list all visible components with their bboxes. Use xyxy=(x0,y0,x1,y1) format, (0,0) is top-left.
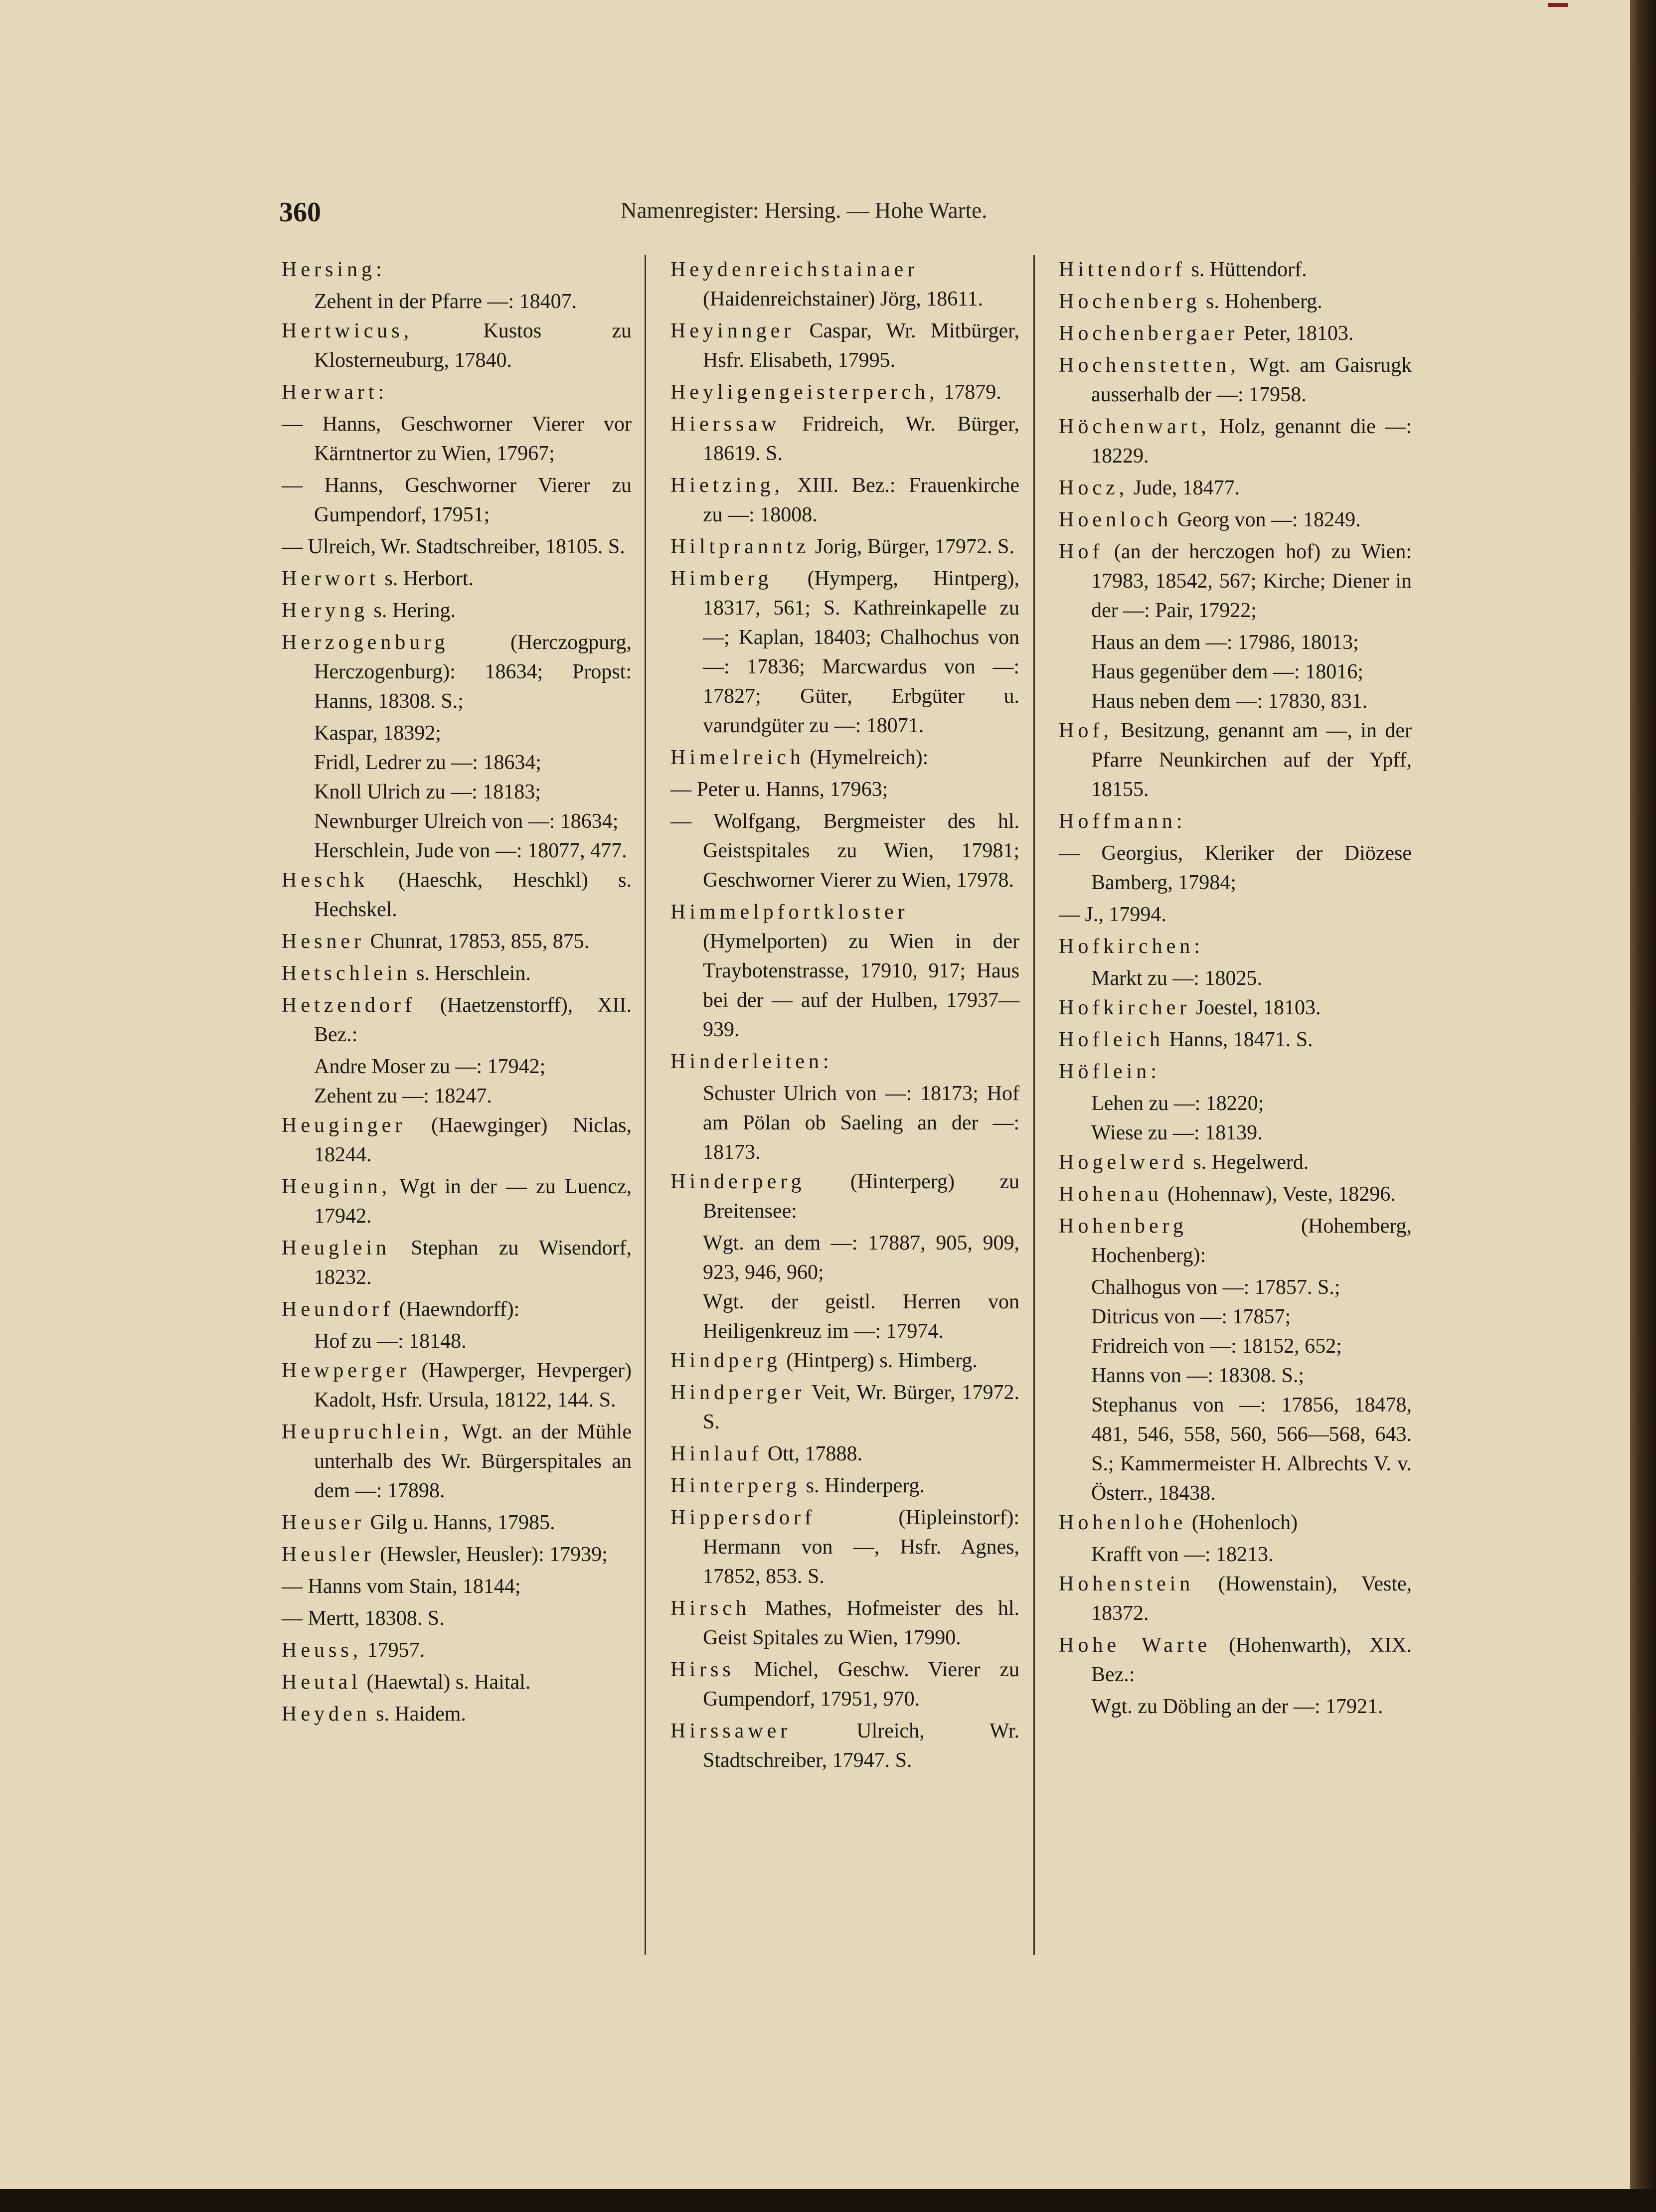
entry-text: Lehen zu —: 18220; xyxy=(1091,1092,1264,1115)
entry-headword: Hofkirchen: xyxy=(1059,935,1204,958)
index-entry xyxy=(282,1234,632,1292)
entry-text: Hanns, 18471. S. xyxy=(1163,1028,1313,1051)
entry-text: Haus gegenüber dem —: 18016; xyxy=(1091,660,1363,683)
entry-text: (Haetzenstorff), XII. Bez.: xyxy=(314,994,632,1046)
entry-text: s. Hohenberg. xyxy=(1200,290,1323,313)
entry-text: (Hipleinstorf): Hermann von —, Hsfr. Agnes, 17852, 853. S. xyxy=(703,1506,1019,1588)
index-entry xyxy=(1059,255,1412,285)
entry-text: — Ulreich, Wr. Stadtschreiber, 18105. S. xyxy=(282,535,625,558)
index-entry xyxy=(282,1508,632,1538)
index-entry xyxy=(1059,505,1412,535)
entry-text: — Hanns, Geschworner Vierer zu Gumpendorf, 17951; xyxy=(282,474,632,526)
index-entry xyxy=(282,255,632,285)
entry-text: (Hymelreich): xyxy=(804,746,929,769)
index-entry xyxy=(1059,839,1412,898)
index-entry xyxy=(282,1572,632,1601)
entry-text: Haus an dem —: 17986, 18013; xyxy=(1091,631,1359,654)
entry-text: Wiese zu —: 18139. xyxy=(1091,1121,1263,1144)
entry-text: (Haeschk, Heschkl) s. Hechskel. xyxy=(314,869,632,921)
index-entry xyxy=(670,255,1019,314)
entry-text: Krafft von —: 18213. xyxy=(1091,1543,1274,1566)
entry-text: Jude, 18477. xyxy=(1128,476,1240,499)
entry-headword: Herzogenburg xyxy=(282,631,449,654)
entry-headword: Hohenstein xyxy=(1059,1573,1194,1595)
index-entry xyxy=(1059,351,1412,410)
entry-headword: Hochenbergaer xyxy=(1059,322,1238,345)
index-entry xyxy=(282,564,632,594)
entry-text: (Hewsler, Heusler): 17939; xyxy=(374,1543,608,1566)
index-entry xyxy=(1059,932,1412,961)
index-entry xyxy=(1059,319,1412,348)
index-entry xyxy=(670,775,1019,804)
index-entry xyxy=(282,1356,632,1415)
entry-text: s. Hering. xyxy=(368,599,456,622)
entry-text: Knoll Ulrich zu —: 18183; xyxy=(314,781,541,803)
entry-headword: Hoenloch xyxy=(1059,508,1172,531)
entry-text: Kaspar, 18392; xyxy=(314,722,441,745)
page-number: 360 xyxy=(279,197,321,228)
entry-headword: Heuginger xyxy=(282,1114,406,1137)
entry-headword: Hewperger xyxy=(282,1359,410,1382)
index-entry xyxy=(670,1287,1019,1346)
entry-text: — Mertt, 18308. S. xyxy=(282,1607,445,1630)
entry-text: (Hawperger, Hevperger) Kadolt, Hsfr. Ursula, 18122, 144. S. xyxy=(314,1359,632,1412)
entry-text: Ott, 17888. xyxy=(762,1442,862,1465)
entry-headword: Heyden xyxy=(282,1703,371,1726)
entry-text: Zehent zu —: 18247. xyxy=(314,1085,492,1107)
index-entry xyxy=(670,1079,1019,1167)
page-edge xyxy=(0,2189,1656,2212)
entry-headword: Hippersdorf xyxy=(670,1506,816,1529)
entry-text: Stephanus von —: 17856, 18478, 481, 546, 558, 560, 566—568, 643. S.; Kammermeister H. Albrechts V. v. Österr., 18438. xyxy=(1091,1394,1412,1505)
index-entry xyxy=(282,1636,632,1665)
entry-headword: Hierssaw xyxy=(670,413,781,436)
index-entry xyxy=(282,1295,632,1324)
entry-headword: Himelreich xyxy=(670,746,805,769)
index-entry xyxy=(282,410,632,469)
index-entry xyxy=(670,743,1019,773)
index-entry xyxy=(670,532,1019,562)
entry-text: Besitzung, genannt am —, in der Pfarre Neunkirchen auf der Ypff, 18155. xyxy=(1091,719,1412,801)
index-entry xyxy=(1059,1180,1412,1209)
entry-headword: Himberg xyxy=(670,567,773,590)
index-entry xyxy=(1059,628,1412,657)
entry-headword: Höchenwart, xyxy=(1059,415,1210,438)
index-entry xyxy=(1059,687,1412,716)
entry-headword: Hof, xyxy=(1059,719,1113,742)
entry-text: XIII. Bez.: Frauenkirche zu —: 18008. xyxy=(703,474,1019,526)
index-entry xyxy=(1059,1570,1412,1628)
entry-text: (Herczogpurg, Herczogenburg): 18634; Propst: Hanns, 18308. S.; xyxy=(314,631,632,713)
entry-text: (Hinterperg) zu Breitensee: xyxy=(703,1170,1019,1223)
index-entry xyxy=(282,807,632,836)
entry-text: Jorig, Bürger, 17972. S. xyxy=(810,535,1014,558)
index-entry xyxy=(282,1111,632,1170)
index-entry xyxy=(1059,1302,1412,1332)
entry-headword: Hetzendorf xyxy=(282,994,416,1017)
entry-text: s. Haidem. xyxy=(370,1703,466,1726)
index-entry xyxy=(670,807,1019,895)
entry-headword: Hinderleiten: xyxy=(670,1050,833,1073)
entry-headword: Hirssawer xyxy=(670,1720,792,1742)
index-entry xyxy=(1059,1089,1412,1118)
index-entry xyxy=(1059,537,1412,626)
entry-headword: Heryng xyxy=(282,599,368,622)
entry-headword: Hofkircher xyxy=(1059,996,1191,1019)
index-entry xyxy=(282,287,632,316)
entry-text: s. Hüttendorf. xyxy=(1185,258,1307,281)
index-entry xyxy=(670,1594,1019,1653)
index-entry xyxy=(1059,1391,1412,1508)
index-entry xyxy=(1059,1692,1412,1722)
entry-headword: Hohenau xyxy=(1059,1183,1162,1206)
index-entry xyxy=(1059,1631,1412,1690)
index-entry xyxy=(282,628,632,716)
entry-headword: Hirss xyxy=(670,1658,735,1681)
entry-headword: Herwart: xyxy=(282,381,388,404)
entry-headword: Heydenreichstainaer xyxy=(670,258,919,281)
entry-text: Hof zu —: 18148. xyxy=(314,1330,467,1353)
index-entry xyxy=(1059,1361,1412,1391)
entry-headword: Heuss, xyxy=(282,1639,362,1662)
entry-text: Chalhogus von —: 17857. S.; xyxy=(1091,1276,1340,1299)
entry-headword: Heyinnger xyxy=(670,319,795,342)
index-entry xyxy=(670,378,1019,407)
entry-headword: Heuginn, xyxy=(282,1175,391,1198)
entry-text: Wgt. am Gaisrugk ausserhalb der —: 17958. xyxy=(1091,354,1412,406)
index-entry xyxy=(282,1668,632,1697)
entry-headword: Heundorf xyxy=(282,1298,394,1321)
index-entry xyxy=(282,991,632,1050)
entry-text: (Haewndorff): xyxy=(393,1298,520,1321)
index-entry xyxy=(1059,1273,1412,1302)
entry-text: 17957. xyxy=(362,1639,425,1662)
entry-headword: Hochenstetten, xyxy=(1059,354,1240,377)
index-entry xyxy=(670,898,1019,1045)
index-entry xyxy=(282,719,632,748)
index-entry xyxy=(282,1540,632,1570)
index-entry xyxy=(670,1346,1019,1376)
entry-text: 17879. xyxy=(938,381,1001,404)
entry-headword: Hohenberg xyxy=(1059,1215,1187,1238)
entry-text: Mathes, Hofmeister des hl. Geist Spitales zu Wien, 17990. xyxy=(703,1597,1019,1649)
entry-headword: Hesner xyxy=(282,930,365,953)
index-column-3 xyxy=(1059,255,1412,1722)
index-entry xyxy=(670,1655,1019,1714)
entry-text: — Georgius, Kleriker der Diözese Bamberg, 17984; xyxy=(1059,842,1412,894)
entry-headword: Hindperger xyxy=(670,1381,806,1404)
entry-text: — Wolfgang, Bergmeister des hl. Geistspitales zu Wien, 17981; Geschworner Vierer zu Wien, 17978. xyxy=(670,810,1019,892)
index-entry xyxy=(282,836,632,866)
entry-text: (Hohennaw), Veste, 18296. xyxy=(1162,1183,1396,1206)
index-entry xyxy=(670,1439,1019,1469)
entry-text: Stephan zu Wisendorf, 18232. xyxy=(314,1237,632,1289)
entry-text: — Peter u. Hanns, 17963; xyxy=(670,778,888,801)
index-entry xyxy=(1059,1332,1412,1361)
entry-headword: Hindperg xyxy=(670,1349,781,1372)
index-entry xyxy=(670,1378,1019,1437)
running-head: Namenregister: Hersing. — Hohe Warte. xyxy=(621,198,988,223)
entry-headword: Hetschlein xyxy=(282,962,411,985)
index-entry xyxy=(282,471,632,530)
index-entry xyxy=(282,927,632,956)
entry-text: (Hohenloch) xyxy=(1186,1511,1298,1534)
entry-text: (an der herczogen hof) zu Wien: 17983, 18542, 567; Kirche; Diener in der —: Pair, 17922; xyxy=(1091,540,1412,622)
entry-text: Newnburger Ulreich von —: 18634; xyxy=(314,810,619,833)
entry-text: (Hymelporten) zu Wien in der Traybotenstrasse, 17910, 917; Haus bei der — auf der Hulben, 17937—939. xyxy=(703,930,1019,1041)
index-entry xyxy=(1059,287,1412,316)
entry-text: Fridl, Ledrer zu —: 18634; xyxy=(314,751,542,774)
entry-text: — Hanns, Geschworner Vierer vor Kärntnertor zu Wien, 17967; xyxy=(282,413,632,465)
entry-headword: Hohenlohe xyxy=(1059,1511,1187,1534)
entry-text: Fridreich von —: 18152, 652; xyxy=(1091,1335,1342,1358)
index-entry xyxy=(1059,1057,1412,1087)
entry-headword: Hersing: xyxy=(282,258,386,281)
index-entry xyxy=(1059,1025,1412,1055)
index-entry xyxy=(282,378,632,407)
entry-text: s. Herschlein. xyxy=(411,962,531,985)
index-entry xyxy=(670,1503,1019,1591)
index-entry xyxy=(1059,807,1412,836)
index-entry xyxy=(1059,716,1412,804)
entry-headword: Heschk xyxy=(282,869,368,892)
index-entry xyxy=(282,1172,632,1231)
index-entry xyxy=(282,1700,632,1729)
entry-headword: Höflein: xyxy=(1059,1060,1160,1083)
entry-headword: Hofleich xyxy=(1059,1028,1164,1051)
entry-headword: Himmelpfortkloster xyxy=(670,901,909,924)
entry-headword: Heusler xyxy=(282,1543,375,1566)
entry-text: Schuster Ulrich von —: 18173; Hof am Pölan ob Saeling an der —: 18173. xyxy=(703,1082,1019,1164)
index-entry xyxy=(282,748,632,778)
entry-text: Hanns von —: 18308. S.; xyxy=(1091,1364,1305,1387)
entry-text: Ditricus von —: 17857; xyxy=(1091,1305,1291,1328)
entry-headword: Hohe Warte xyxy=(1059,1634,1211,1657)
entry-text: Wgt. der geistl. Herren von Heiligenkreuz im —: 17974. xyxy=(703,1290,1019,1343)
index-entry xyxy=(670,1167,1019,1226)
index-entry xyxy=(282,1052,632,1082)
entry-headword: Heutal xyxy=(282,1671,361,1694)
entry-text: Zehent in der Pfarre —: 18407. xyxy=(314,290,577,313)
entry-headword: Hof xyxy=(1059,540,1104,563)
entry-headword: Heuglein xyxy=(282,1237,390,1260)
index-entry xyxy=(670,1471,1019,1501)
entry-text: Peter, 18103. xyxy=(1238,322,1354,345)
index-entry xyxy=(670,564,1019,741)
entry-headword: Hocz, xyxy=(1059,476,1129,499)
entry-text: (Hohenwarth), XIX. Bez.: xyxy=(1091,1634,1412,1686)
entry-text: (Hohemberg, Hochenberg): xyxy=(1091,1215,1412,1267)
index-entry xyxy=(282,316,632,375)
index-entry xyxy=(1059,1540,1412,1570)
entry-text: (Haidenreichstainer) Jörg, 18611. xyxy=(703,288,984,311)
entry-headword: Heuser xyxy=(282,1511,365,1534)
index-entry xyxy=(282,778,632,807)
entry-text: Wgt in der — zu Luencz, 17942. xyxy=(314,1175,632,1228)
entry-headword: Heupruchlein, xyxy=(282,1421,453,1443)
index-entry xyxy=(1059,1212,1412,1270)
entry-text: Kustos zu Klosterneuburg, 17840. xyxy=(314,319,632,372)
entry-text: (Hintperg) s. Himberg. xyxy=(781,1349,978,1372)
entry-headword: Hinterperg xyxy=(670,1474,801,1497)
index-entry xyxy=(282,1418,632,1506)
index-entry xyxy=(1059,1148,1412,1177)
index-entry xyxy=(1059,900,1412,930)
entry-text: — J., 17994. xyxy=(1059,903,1166,926)
entry-headword: Hiltpranntz xyxy=(670,535,810,558)
entry-headword: Heyligengeisterperch, xyxy=(670,381,939,404)
entry-text: (Haewtal) s. Haital. xyxy=(361,1671,531,1694)
entry-text: Markt zu —: 18025. xyxy=(1091,967,1262,990)
entry-text: Haus neben dem —: 17830, 831. xyxy=(1091,690,1368,713)
index-entry xyxy=(1059,964,1412,993)
column-rule xyxy=(1033,255,1035,1955)
index-entry xyxy=(670,1047,1019,1077)
entry-text: (Howenstain), Veste, 18372. xyxy=(1091,1573,1412,1625)
entry-headword: Hinlauf xyxy=(670,1442,763,1465)
index-entry xyxy=(282,532,632,562)
entry-text: Chunrat, 17853, 855, 875. xyxy=(364,930,590,953)
entry-text: s. Herbort. xyxy=(379,567,474,590)
index-entry xyxy=(670,1229,1019,1287)
index-entry xyxy=(1059,474,1412,503)
entry-text: Michel, Geschw. Vierer zu Gumpendorf, 17951, 970. xyxy=(703,1658,1019,1711)
index-column-2 xyxy=(670,255,1019,1778)
entry-headword: Hochenberg xyxy=(1059,290,1201,313)
index-entry xyxy=(1059,412,1412,471)
entry-text: Joestel, 18103. xyxy=(1190,996,1321,1019)
index-entry xyxy=(282,959,632,988)
index-entry xyxy=(670,410,1019,469)
ribbon-mark xyxy=(1548,3,1568,7)
book-spine xyxy=(1630,0,1656,2212)
entry-text: Holz, genannt die —: 18229. xyxy=(1091,415,1412,468)
entry-headword: Hoffmann: xyxy=(1059,810,1186,833)
entry-headword: Hietzing, xyxy=(670,474,784,497)
entry-text: — Hanns vom Stain, 18144; xyxy=(282,1575,521,1598)
entry-headword: Hertwicus, xyxy=(282,319,413,342)
entry-headword: Herwort xyxy=(282,567,379,590)
index-entry xyxy=(282,596,632,626)
entry-text: Wgt. an dem —: 17887, 905, 909, 923, 946, 960; xyxy=(703,1232,1019,1284)
index-entry xyxy=(1059,993,1412,1023)
entry-text: Gilg u. Hanns, 17985. xyxy=(364,1511,555,1534)
entry-text: Ulreich, Wr. Stadtschreiber, 17947. S. xyxy=(703,1720,1019,1772)
entry-text: Caspar, Wr. Mitbürger, Hsfr. Elisabeth, 17995. xyxy=(703,319,1019,372)
index-column-1 xyxy=(282,255,632,1732)
entry-text: Georg von —: 18249. xyxy=(1172,508,1361,531)
entry-text: Andre Moser zu —: 17942; xyxy=(314,1055,546,1078)
index-entry xyxy=(1059,657,1412,687)
index-entry xyxy=(282,1327,632,1356)
entry-headword: Hinderperg xyxy=(670,1170,806,1193)
index-entry xyxy=(670,1717,1019,1775)
entry-text: (Hymperg, Hintperg), 18317, 561; S. Kathreinkapelle zu —; Kaplan, 18403; Chalhochus von —: 17836; Marcwardus von —: 17827; Güter, Erbgüter u. varundgüter zu —: 18071. xyxy=(703,567,1019,737)
index-entry xyxy=(1059,1118,1412,1148)
entry-headword: Hittendorf xyxy=(1059,258,1186,281)
entry-text: Wgt. zu Döbling an der —: 17921. xyxy=(1091,1695,1383,1718)
entry-headword: Hirsch xyxy=(670,1597,750,1620)
entry-text: s. Hinderperg. xyxy=(801,1474,925,1497)
entry-text: Fridreich, Wr. Bürger, 18619. S. xyxy=(703,413,1019,465)
index-entry xyxy=(670,316,1019,375)
entry-text: Herschlein, Jude von —: 18077, 477. xyxy=(314,839,627,862)
entry-text: (Haewginger) Niclas, 18244. xyxy=(314,1114,632,1166)
column-rule xyxy=(645,255,646,1955)
entry-text: Wgt. an der Mühle unterhalb des Wr. Bürgerspitales an dem —: 17898. xyxy=(314,1421,632,1502)
index-entry xyxy=(282,1082,632,1111)
index-entry xyxy=(282,866,632,925)
entry-text: Veit, Wr. Bürger, 17972. S. xyxy=(703,1381,1019,1433)
index-entry xyxy=(1059,1508,1412,1538)
index-entry xyxy=(670,471,1019,530)
entry-text: s. Hegelwerd. xyxy=(1187,1151,1309,1174)
index-entry xyxy=(282,1604,632,1633)
entry-headword: Hogelwerd xyxy=(1059,1151,1188,1174)
